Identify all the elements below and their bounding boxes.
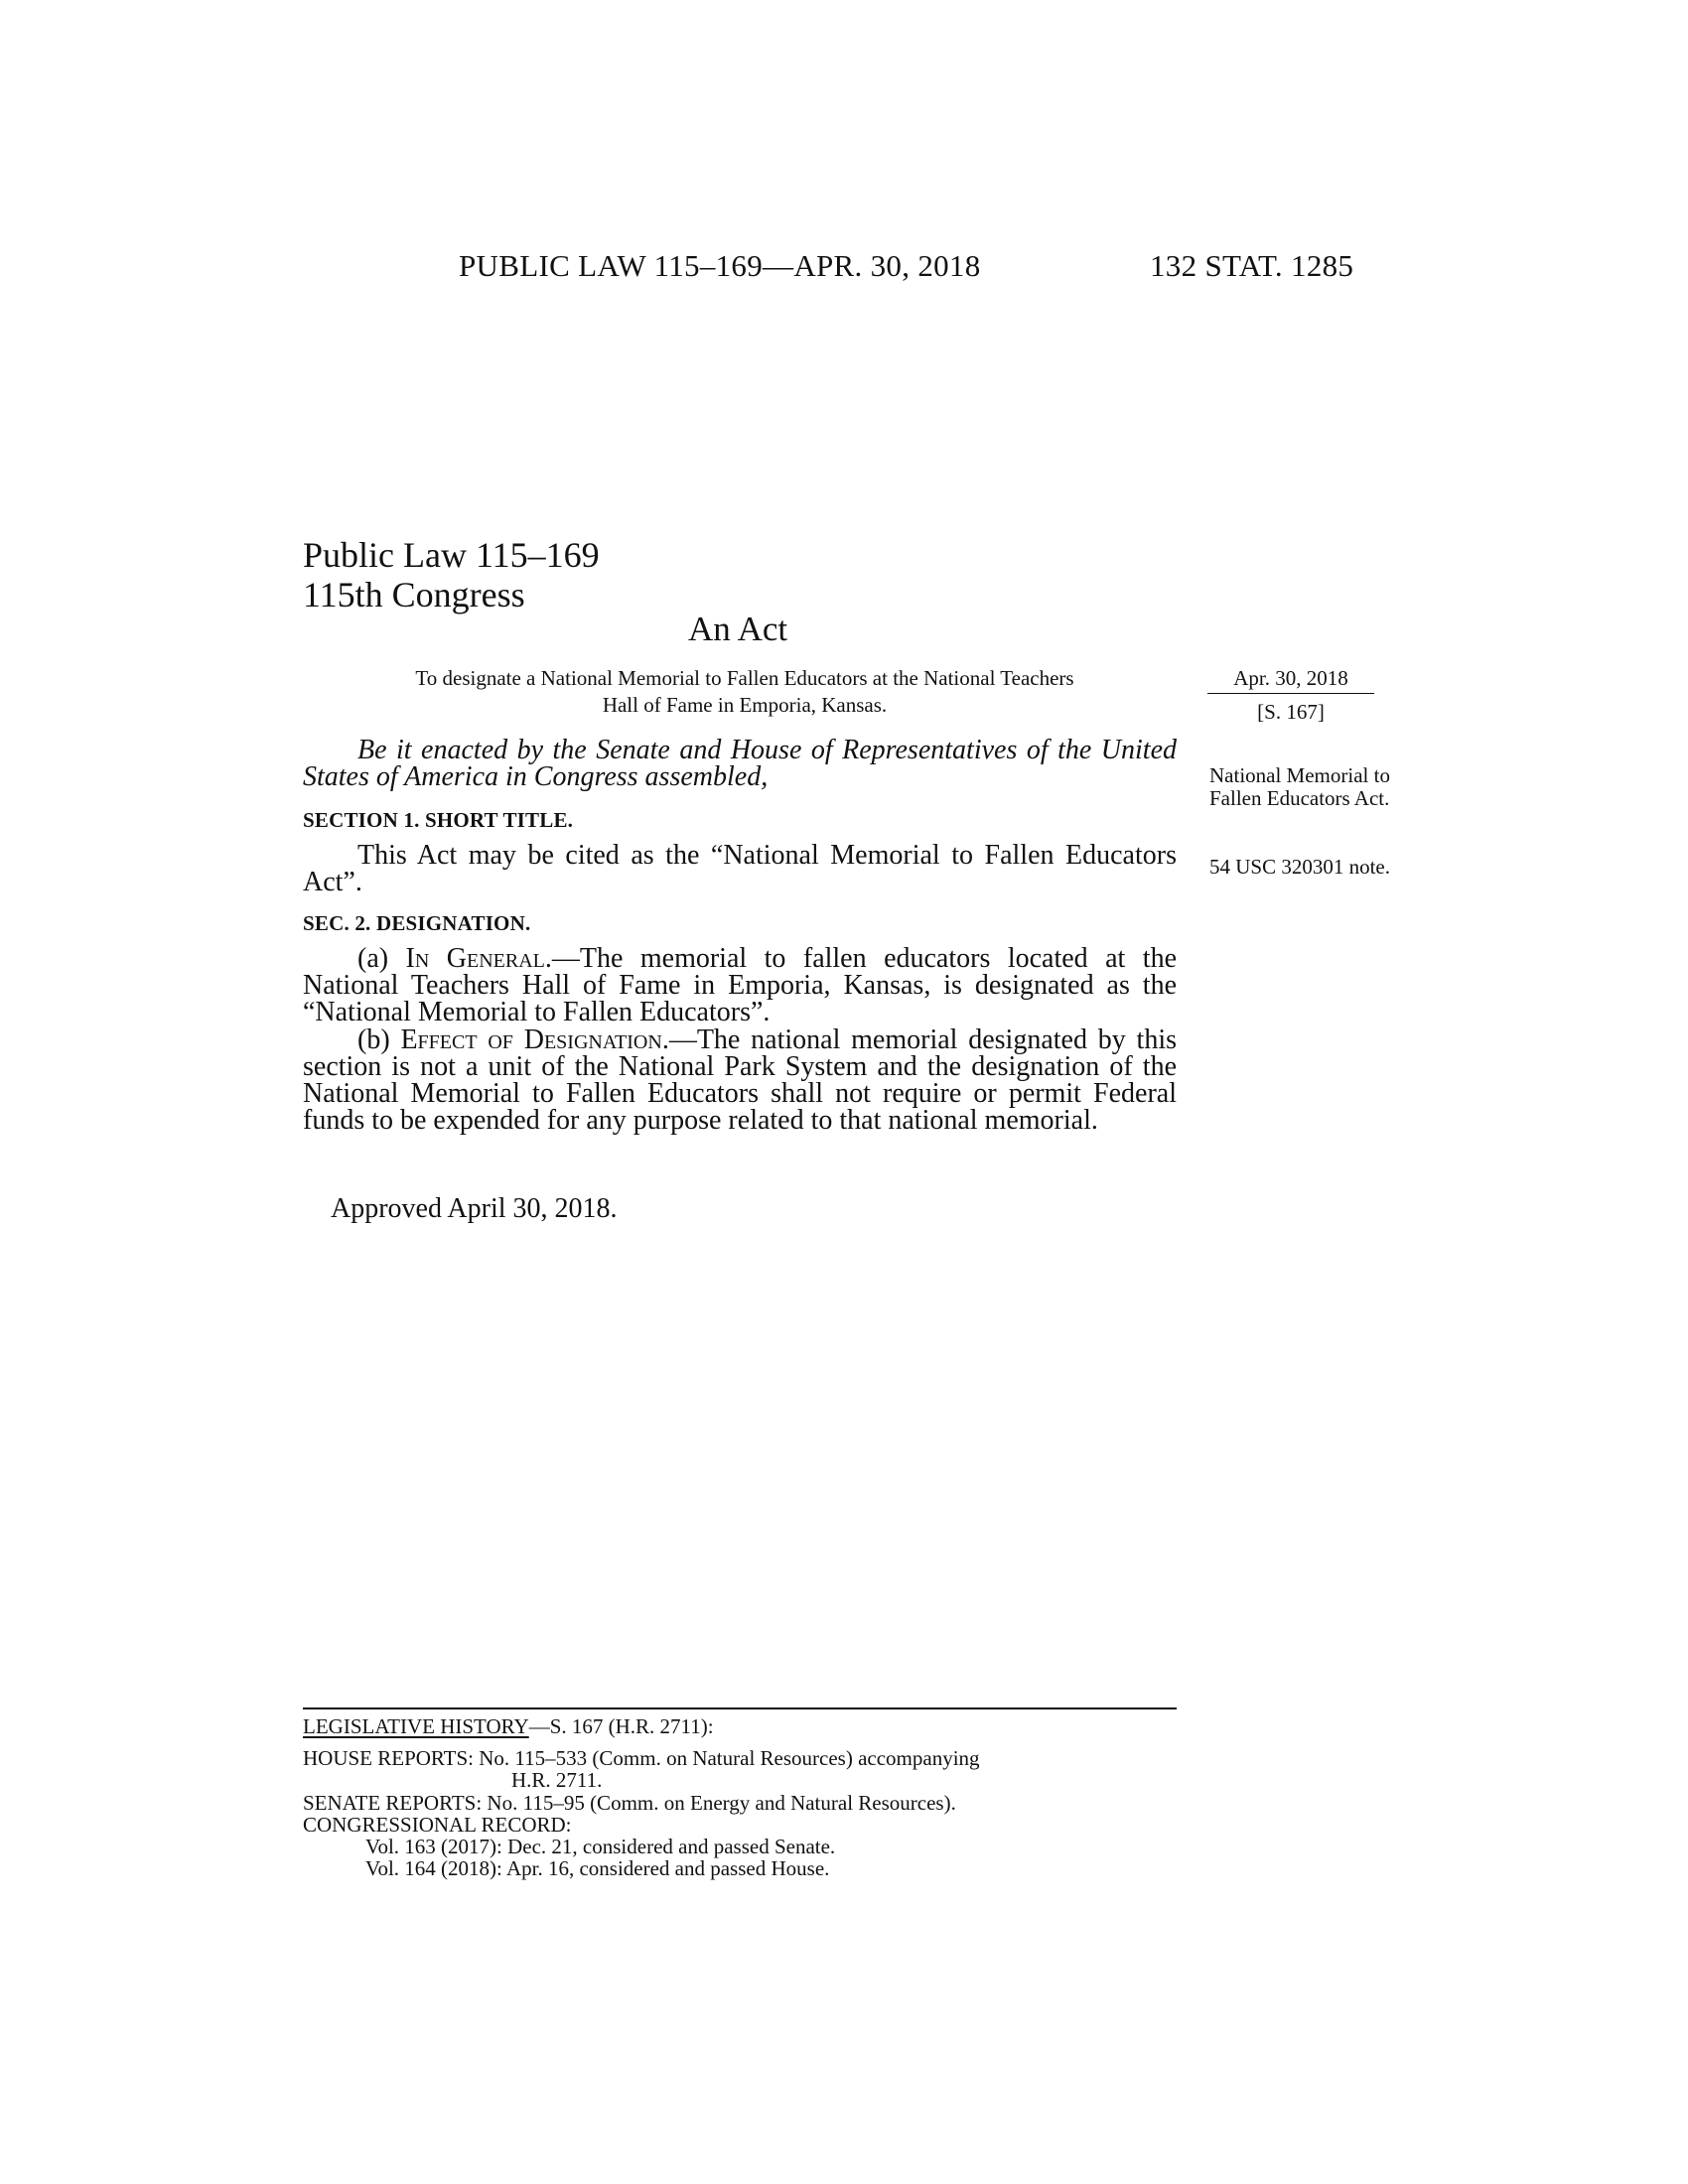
congressional-record-vol-164: Vol. 164 (2018): Apr. 16, considered and passed House.: [365, 1856, 830, 1880]
public-law-number: Public Law 115–169: [303, 535, 600, 575]
section-1-heading: SECTION 1. SHORT TITLE.: [303, 808, 574, 832]
margin-note-usc: 54 USC 320301 note.: [1209, 855, 1391, 879]
congressional-record-vol-163: Vol. 163 (2017): Dec. 21, considered and passed Senate.: [365, 1835, 836, 1858]
subsection-a-label: (a): [357, 943, 406, 974]
footer-divider: [303, 1707, 1177, 1709]
margin-note-short-title: National Memorial to Fallen Educators Act.: [1209, 763, 1390, 810]
subsection-b-label: (b): [357, 1024, 401, 1055]
subsection-a-heading: In General: [405, 943, 545, 974]
subsection-b-heading: Effect of Designation: [400, 1024, 662, 1055]
section-1-text: This Act may be cited as the “National Memorial to Fallen Educators Act”.: [303, 840, 1177, 897]
margin-note-bill-number: [S. 167]: [1257, 700, 1325, 724]
senate-reports: SENATE REPORTS: No. 115–95 (Comm. on Energy and Natural Resources).: [303, 1791, 956, 1815]
subsection-b: [303, 1026, 1177, 1134]
legislative-history-label: LEGISLATIVE HISTORY: [303, 1714, 529, 1738]
running-header-citation: PUBLIC LAW 115–169—APR. 30, 2018: [459, 248, 981, 283]
section-2-heading: SEC. 2. DESIGNATION.: [303, 911, 531, 935]
congressional-record-heading: CONGRESSIONAL RECORD:: [303, 1813, 572, 1837]
an-act-heading: An Act: [688, 610, 788, 648]
approval-date: Approved April 30, 2018.: [331, 1193, 618, 1224]
act-purpose-line-2: Hall of Fame in Emporia, Kansas.: [602, 693, 888, 717]
congress-number: 115th Congress: [303, 575, 525, 614]
legislative-history-bill: —S. 167 (H.R. 2711):: [528, 1714, 714, 1738]
act-purpose: [318, 665, 1172, 719]
house-reports: HOUSE REPORTS: No. 115–533 (Comm. on Natural Resources) accompanying: [303, 1746, 980, 1770]
subsection-a-text: .—The memorial to fallen educators located at the National Teachers Hall of Fame in Emporia, Kansas, is designated as the “National Memorial to Fallen Educators”.: [303, 943, 1177, 1027]
enacting-clause: Be it enacted by the Senate and House of Representatives of the United States of America in Congress assembled,: [303, 735, 1177, 792]
running-header-statute-page: 132 STAT. 1285: [1150, 248, 1354, 283]
legislative-history-heading: [303, 1715, 1177, 1737]
act-purpose-line-1: To designate a National Memorial to Fallen Educators at the National Teachers: [415, 666, 1074, 690]
margin-note-date: Apr. 30, 2018: [1207, 665, 1374, 694]
house-reports-continued: H.R. 2711.: [511, 1768, 603, 1792]
subsection-a: [303, 945, 1177, 1025]
subsection-b-text: .—The national memorial designated by this section is not a unit of the National Park System and the designation of the National Memorial to Fallen Educators shall not require or permit Federal funds to be expended for any purpose related to that national memorial.: [303, 1024, 1177, 1136]
